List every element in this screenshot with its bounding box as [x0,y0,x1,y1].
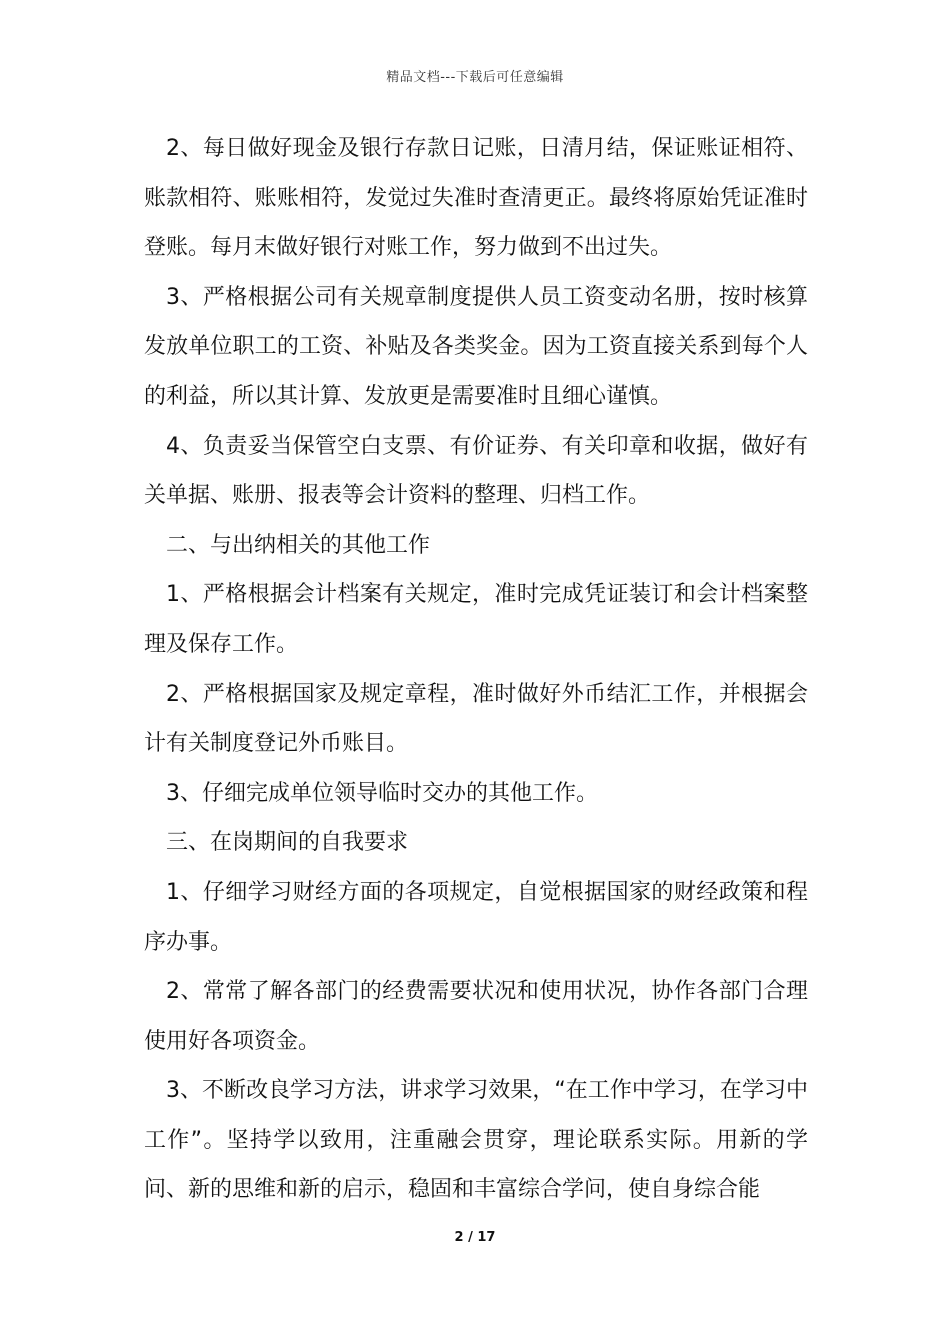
paragraph: 2、每日做好现金及银行存款日记账，日清月结，保证账证相符、账款相符、账账相符，发觉过失准时查清更正。最终将原始凭证准时登账。每月末做好银行对账工作，努力做到不出过失。 [144,136,808,261]
paragraph: 1、仔细学习财经方面的各项规定，自觉根据国家的财经政策和程序办事。 [144,879,808,955]
paragraph: 4、负责妥当保管空白支票、有价证券、有关印章和收据，做好有关单据、账册、报表等会计资料的整理、归档工作。 [144,433,808,509]
paragraph: 3、严格根据公司有关规章制度提供人员工资变动名册，按时核算发放单位职工的工资、补贴及各类奖金。因为工资直接关系到每个人的利益，所以其计算、发放更是需要准时且细心谨慎。 [144,284,808,409]
body-text [144,124,808,1215]
paragraph: 3、仔细完成单位领导临时交办的其他工作。 [166,780,598,806]
section-heading: 三、在岗期间的自我要求 [166,830,409,856]
page-header: 精品文档---下载后可任意编辑 [386,70,564,85]
paragraph: 2、严格根据国家及规定章程，准时做好外币结汇工作，并根据会计有关制度登记外币账目。 [144,681,808,757]
paragraph: 2、常常了解各部门的经费需要状况和使用状况，协作各部门合理使用好各项资金。 [144,979,808,1054]
paragraph: 3、不断改良学习方法，讲求学习效果，“在工作中学习，在学习中工作”。坚持学以致用，注重融会贯穿，理论联系实际。用新的学问、新的思维和新的启示，稳固和丰富综合学问，使自身综合能 [144,1078,808,1203]
page-number: 2 / 17 [454,1230,496,1245]
section-heading: 二、与出纳相关的其他工作 [166,532,431,558]
paragraph: 1、严格根据会计档案有关规定，准时完成凭证装订和会计档案整理及保存工作。 [144,582,808,657]
